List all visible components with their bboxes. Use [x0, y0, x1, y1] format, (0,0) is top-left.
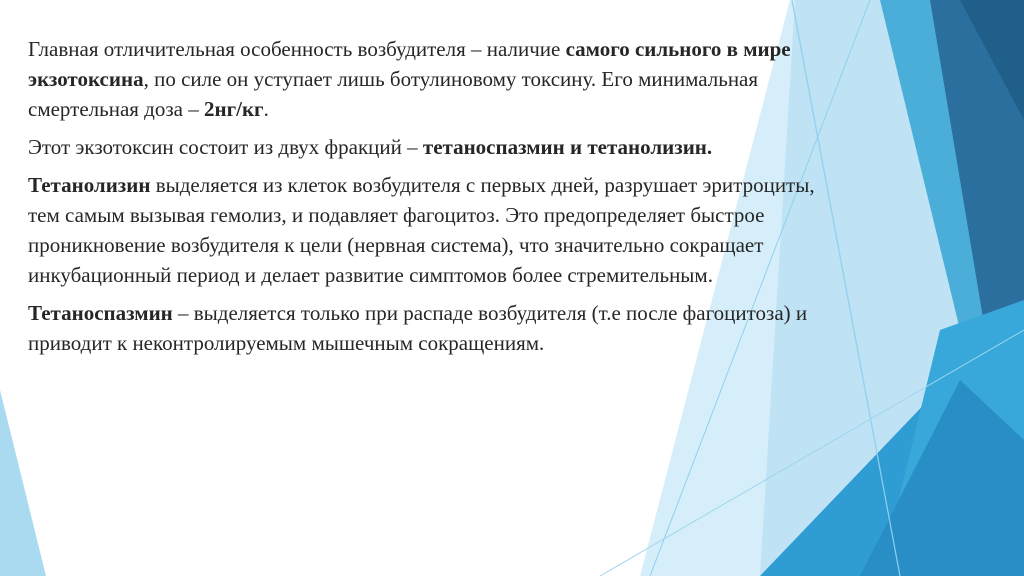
paragraph-4	[28, 298, 828, 358]
paragraph-1	[28, 34, 828, 124]
p4-run-1: Тетаноспазмин	[28, 301, 173, 325]
p1-run-2: самого сильного в мире экзотоксина	[28, 37, 791, 91]
p3-run-1: Тетанолизин	[28, 173, 151, 197]
paragraph-2	[28, 132, 828, 162]
p2-run-1: Этот экзотоксин состоит из двух фракций –	[28, 135, 423, 159]
left-accent-triangle	[0, 390, 46, 576]
p1-run-1: Главная отличительная особенность возбудителя – наличие	[28, 37, 566, 61]
p3-run-2: выделяется из клеток возбудителя с первых дней, разрушает эритроциты, тем самым вызывая гемолиз, и подавляет фагоцитоз. Это предопределяет быстрое проникновение возбудителя к цели (нервная система), что значительно сокращает инкубационный период и делает развитие симптомов более стремительным.	[28, 173, 815, 287]
p4-run-2: – выделяется только при распаде возбудителя (т.е после фагоцитоза) и приводит к неконтролируемым мышечным сокращениям.	[28, 301, 808, 355]
p2-run-2: тетаноспазмин и тетанолизин.	[422, 135, 713, 159]
slide-body	[28, 34, 828, 366]
p1-run-5: .	[263, 97, 269, 121]
p1-run-3: , по силе он уступает лишь ботулиновому токсину. Его минимальная смертельная доза –	[28, 67, 759, 121]
p1-run-4: 2нг/кг	[203, 97, 264, 121]
paragraph-3	[28, 170, 828, 290]
